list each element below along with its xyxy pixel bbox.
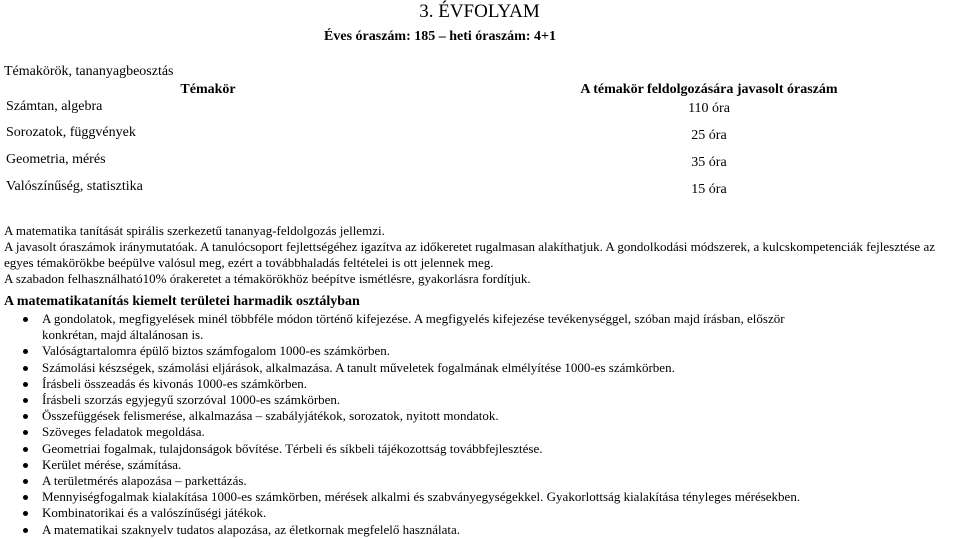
- free-hours-paragraph: A szabadon felhasználható10% órakeretet a témakörökhöz beépítve ismétlésre, gyakorlásra fordítjuk.: [4, 271, 531, 286]
- list-item: [0, 473, 942, 489]
- bullet-icon: [23, 463, 28, 468]
- section-heading: A matematikatanítás kiemelt területei harmadik osztályban: [4, 294, 360, 309]
- list-item: [0, 376, 942, 392]
- bullet-icon: [23, 479, 28, 484]
- list-item-text: Mennyiségfogalmak kialakítása 1000-es számkörben, mérések alkalmi és szabványegységekkel. Gyakorlottság kialakítása tényleges mérésekben.: [42, 489, 801, 505]
- row-hours: 25 óra: [691, 128, 727, 143]
- list-item: [0, 360, 942, 376]
- list-item-text: A gondolatok, megfigyelések minél többféle módon történő kifejezése. A megfigyelés kifejezése tevékenységgel, szóban majd írásban, először: [42, 311, 785, 326]
- list-item-text: Számolási készségek, számolási eljárások, alkalmazása. A tanult műveletek fogalmának elmélyítése 1000-es számkörben.: [42, 359, 675, 375]
- bullet-icon: [23, 511, 28, 516]
- bullet-icon: [23, 317, 28, 322]
- list-item-text: Kombinatorikai és a valószínűségi játékok.: [42, 505, 267, 521]
- list-item-text: Összefüggések felismerése, alkalmazása – szabályjátékok, sorozatok, nyitott mondatok.: [42, 408, 499, 424]
- table-header-hours: A témakör feldolgozására javasolt óraszám: [580, 82, 838, 97]
- list-item: [0, 408, 942, 424]
- list-item-continuation: konkrétan, majd általánosan is.: [42, 327, 204, 343]
- bullet-icon: [23, 366, 28, 371]
- hours-guidance-paragraph: A javasolt óraszámok iránymutatóak. A tanulócsoport fejlettségéhez igazítva az időkeretet rugalmasan alakíthatjuk. A gondolkodási módszerek, a kulcskompetenciák fejlesztése az egyes témakörökbe beépülve valósul meg, ezért a továbbhaladás feltételei is ott jelennek meg.: [4, 239, 935, 270]
- list-item: [0, 489, 942, 505]
- bullet-icon: [23, 398, 28, 403]
- list-item: [0, 311, 942, 343]
- row-topic: Geometria, mérés: [6, 152, 106, 167]
- row-hours: 110 óra: [688, 101, 730, 116]
- list-item-text: Írásbeli szorzás egyjegyű szorzóval 1000-es számkörben.: [42, 392, 341, 408]
- list-item-text: Valóságtartalomra épülő biztos számfogalom 1000-es számkörben.: [42, 343, 391, 359]
- list-item: [0, 424, 942, 440]
- list-item: [0, 343, 942, 359]
- page-subtitle: Éves óraszám: 185 – heti óraszám: 4+1: [324, 29, 556, 44]
- bullet-icon: [23, 414, 28, 419]
- bullet-icon: [23, 495, 28, 500]
- list-item: [0, 522, 942, 538]
- bullet-icon: [23, 349, 28, 354]
- list-item: [0, 392, 942, 408]
- intro-paragraph: A matematika tanítását spirális szerkezetű tananyag-feldolgozás jellemzi.: [4, 223, 385, 238]
- list-item-text: A matematikai szaknyelv tudatos alapozása, az életkornak megfelelő használata.: [42, 521, 460, 537]
- bullet-icon: [23, 430, 28, 435]
- row-hours: 15 óra: [691, 182, 727, 197]
- row-topic: Sorozatok, függvények: [6, 125, 136, 140]
- focus-areas-list: [0, 311, 959, 538]
- table-caption: Témakörök, tananyagbeosztás: [4, 64, 174, 79]
- list-item-text: Geometriai fogalmak, tulajdonságok bővítése. Térbeli és síkbeli tájékozottság továbbfejlesztése.: [42, 440, 543, 456]
- bullet-icon: [23, 382, 28, 387]
- bullet-icon: [23, 447, 28, 452]
- page-title: 3. ÉVFOLYAM: [419, 1, 540, 22]
- list-item-text: Írásbeli összeadás és kivonás 1000-es számkörben.: [42, 375, 307, 391]
- row-hours: 35 óra: [691, 155, 727, 170]
- list-item: [0, 457, 942, 473]
- bullet-icon: [23, 528, 28, 533]
- list-item-text: Kerület mérése, számítása.: [42, 456, 182, 472]
- list-item: [0, 441, 942, 457]
- row-topic: Valószínűség, statisztika: [6, 179, 143, 194]
- list-item-text: Szöveges feladatok megoldása.: [42, 424, 205, 440]
- list-item-text: A területmérés alapozása – parkettázás.: [42, 473, 247, 489]
- table-header-topic: Témakör: [180, 82, 236, 97]
- row-topic: Számtan, algebra: [6, 99, 103, 114]
- list-item: [0, 505, 942, 521]
